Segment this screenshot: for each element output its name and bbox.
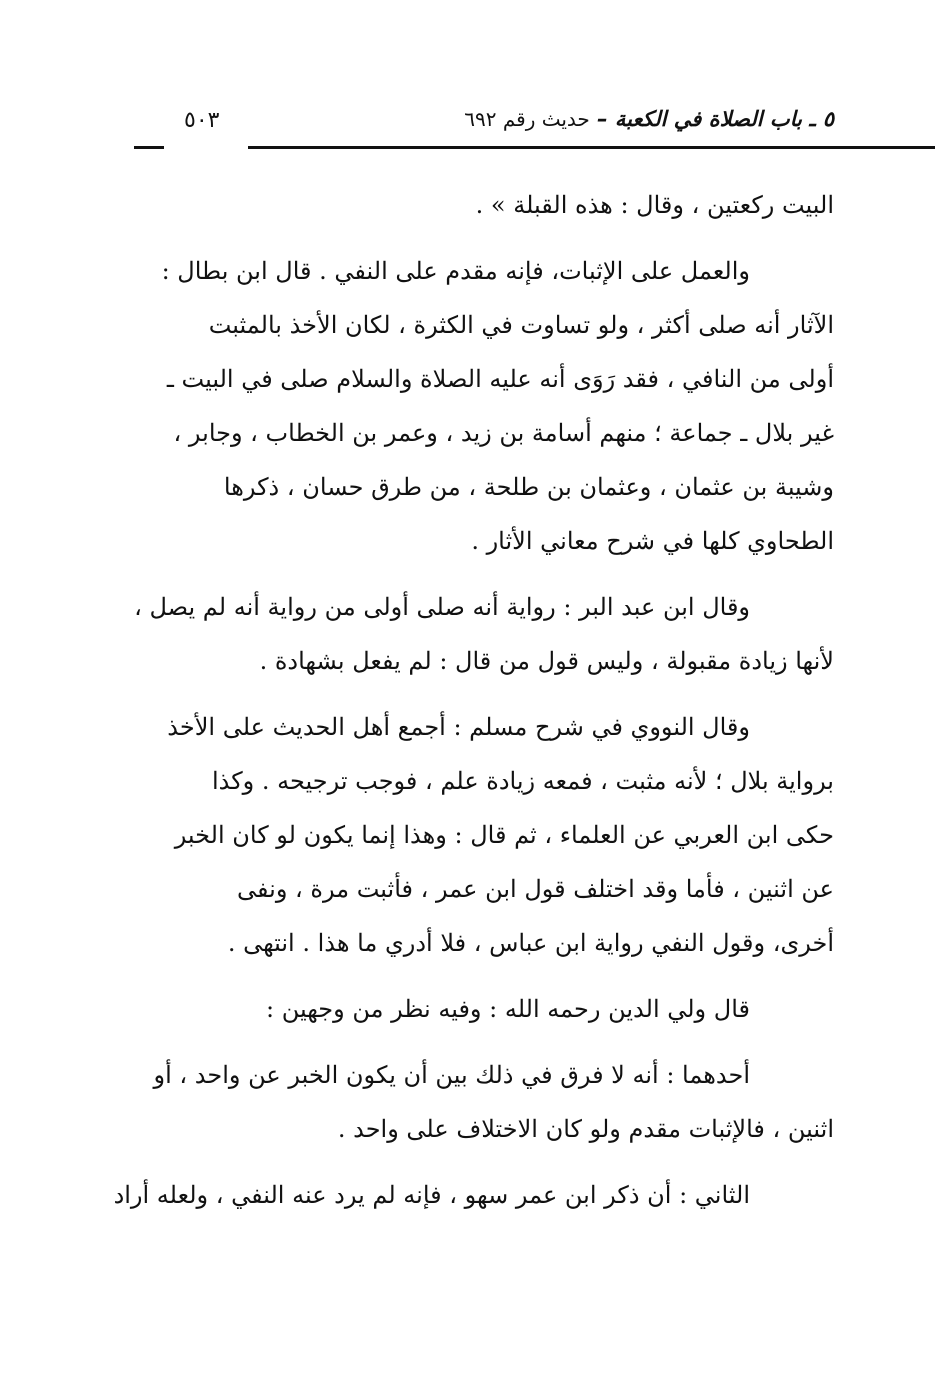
page-number: ٥٠٣ bbox=[184, 108, 220, 133]
paragraph bbox=[134, 1048, 834, 1156]
paragraph bbox=[134, 178, 834, 232]
text-line: قال ولي الدين رحمه الله : وفيه نظر من وجهين : bbox=[266, 995, 750, 1023]
text-line: عن اثنين ، فأما وقد اختلف قول ابن عمر ، فأثبت مرة ، ونفى bbox=[237, 875, 834, 903]
text-line: اثنين ، فالإثبات مقدم ولو كان الاختلاف على واحد . bbox=[337, 1115, 834, 1143]
text-line: وشيبة بن عثمان ، وعثمان بن طلحة ، من طرق حسان ، ذكرها bbox=[223, 473, 834, 501]
running-head bbox=[464, 104, 834, 134]
header-rule-short bbox=[134, 146, 164, 149]
chapter-title: ٥ ـ باب الصلاة في الكعبة bbox=[614, 107, 834, 131]
body-text bbox=[113, 178, 834, 1234]
hadith-reference: حديث رقم ٦٩٢ bbox=[464, 107, 590, 131]
paragraph bbox=[113, 1168, 834, 1222]
paragraph bbox=[134, 982, 834, 1036]
text-line: أولى من النافي ، فقد رَوَى أنه عليه الصلاة والسلام صلى في البيت ـ bbox=[166, 365, 834, 393]
text-line: وقال ابن عبد البر : رواية أنه صلى أولى من رواية أنه لم يصل ، bbox=[134, 593, 750, 621]
text-line: برواية بلال ؛ لأنه مثبت ، فمعه زيادة علم ، فوجب ترجيحه . وكذا bbox=[211, 767, 834, 795]
paragraph bbox=[134, 244, 834, 568]
text-line: الثاني : أن ذكر ابن عمر سهو ، فإنه لم يرد عنه النفي ، ولعله أراد bbox=[113, 1181, 750, 1209]
text-line: حكى ابن العربي عن العلماء ، ثم قال : وهذا إنما يكون لو كان الخبر bbox=[174, 821, 834, 849]
paragraph bbox=[134, 580, 834, 688]
header-separator: – bbox=[589, 107, 615, 131]
text-line: أخرى، وقول النفي رواية ابن عباس ، فلا أدري ما هذا . انتهى . bbox=[227, 929, 834, 957]
text-line: أحدهما : أنه لا فرق في ذلك بين أن يكون الخبر عن واحد ، أو bbox=[153, 1061, 750, 1089]
header-rule bbox=[248, 146, 935, 149]
text-line: الآثار أنه صلى أكثر ، ولو تساوت في الكثرة ، لكان الأخذ بالمثبت bbox=[208, 311, 834, 339]
text-line: البيت ركعتين ، وقال : هذه القبلة » . bbox=[475, 191, 834, 219]
text-line: وقال النووي في شرح مسلم : أجمع أهل الحديث على الأخذ bbox=[167, 713, 750, 741]
paragraph bbox=[134, 700, 834, 970]
text-line: لأنها زيادة مقبولة ، وليس قول من قال : لم يفعل بشهادة . bbox=[259, 647, 834, 675]
text-line: والعمل على الإثبات، فإنه مقدم على النفي . قال ابن بطال : bbox=[161, 257, 750, 285]
text-line: الطحاوي كلها في شرح معاني الأثار . bbox=[471, 527, 834, 555]
page-header bbox=[134, 104, 834, 144]
text-line: غير بلال ـ جماعة ؛ منهم أسامة بن زيد ، وعمر بن الخطاب ، وجابر ، bbox=[173, 419, 834, 447]
